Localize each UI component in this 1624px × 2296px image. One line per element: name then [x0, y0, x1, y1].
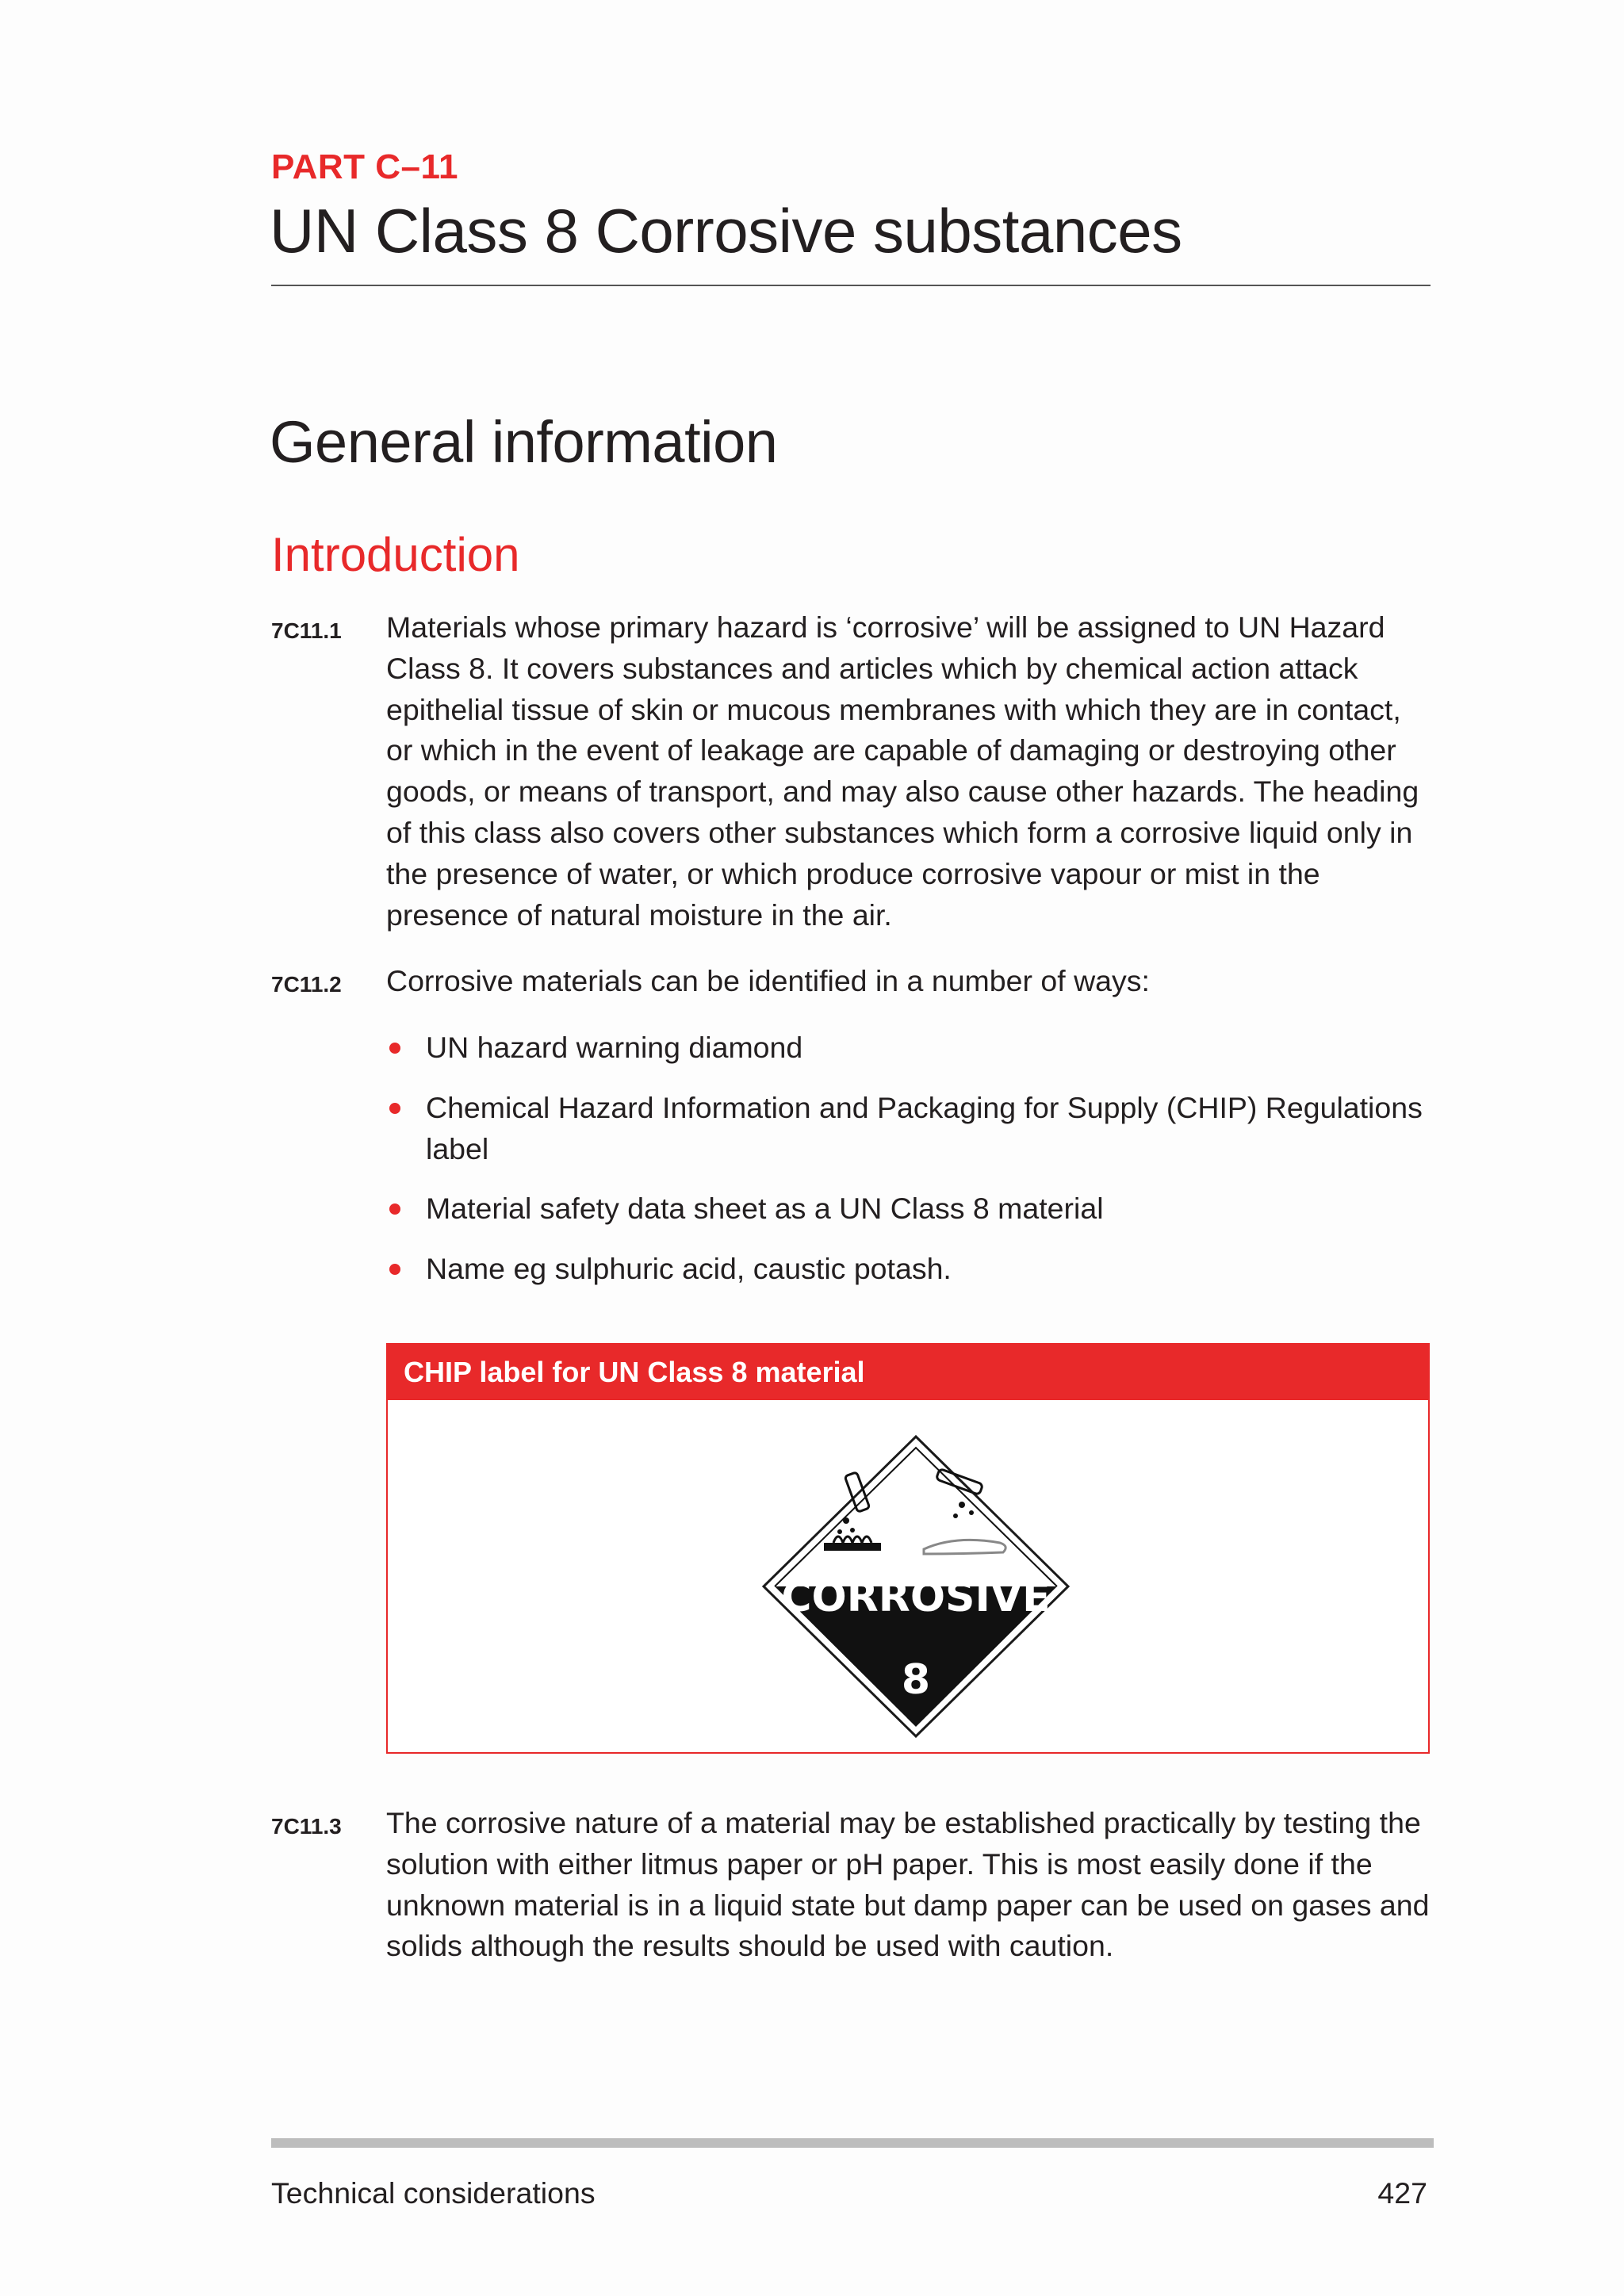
list-item-text: Name eg sulphuric acid, caustic potash.	[426, 1252, 952, 1286]
bullet-dot-icon	[389, 1103, 400, 1114]
paragraph-number: 7C11.1	[271, 618, 342, 643]
paragraph-number: 7C11.2	[271, 972, 342, 997]
identification-list	[386, 1027, 1433, 1309]
section-heading: General information	[270, 409, 778, 475]
diamond-label-word: CORROSIVE	[781, 1574, 1051, 1621]
list-item-text: Material safety data sheet as a UN Class 8 material	[426, 1192, 1104, 1226]
bullet-dot-icon	[389, 1264, 400, 1275]
footer-section-title: Technical considerations	[271, 2176, 596, 2210]
page-number: 427	[1377, 2176, 1427, 2210]
paragraph-text: Materials whose primary hazard is ‘corrosive’ will be assigned to UN Hazard Class 8. It covers substances and articles which by chemical action attack epithelial tissue of skin or mucous membranes with which they are in contact, or which in the event of leakage are capable of damaging or destroying other goods, or means of transport, and may also cause other hazards. The heading of this class also covers other substances which form a corrosive liquid only in the presence of water, or which produce corrosive vapour or mist in the presence of natural moisture in the air.	[386, 610, 1419, 932]
paragraph-number: 7C11.3	[271, 1814, 342, 1839]
title-divider	[271, 285, 1431, 286]
bullet-dot-icon	[389, 1043, 400, 1054]
part-label: PART C–11	[271, 147, 458, 186]
paragraph-text: The corrosive nature of a material may be established practically by testing the solution with either litmus paper or pH paper. This is most easily done if the unknown material is in a liquid state but damp paper can be used on gases and solids although the results should be used with caution.	[386, 1806, 1430, 1963]
list-item-text: UN hazard warning diamond	[426, 1031, 803, 1064]
list-item-text: Chemical Hazard Information and Packaging for Supply (CHIP) Regulations label	[426, 1090, 1423, 1165]
corrosive-diamond-graphic	[757, 1432, 1074, 1741]
footer-divider	[271, 2138, 1434, 2148]
paragraph-text: Corrosive materials can be identified in a number of ways:	[386, 964, 1150, 997]
corrosive-hazard-diamond-icon	[757, 1432, 1074, 1741]
list-item	[386, 1088, 1433, 1170]
figure-caption: CHIP label for UN Class 8 material	[388, 1345, 1428, 1400]
list-item	[386, 1188, 1433, 1230]
list-item	[386, 1249, 1433, 1290]
figure-box	[386, 1343, 1430, 1754]
subsection-heading: Introduction	[271, 528, 520, 581]
diamond-class-number: 8	[901, 1656, 931, 1704]
list-item	[386, 1027, 1433, 1069]
bullet-dot-icon	[389, 1203, 400, 1215]
page-title: UN Class 8 Corrosive substances	[270, 196, 1182, 266]
